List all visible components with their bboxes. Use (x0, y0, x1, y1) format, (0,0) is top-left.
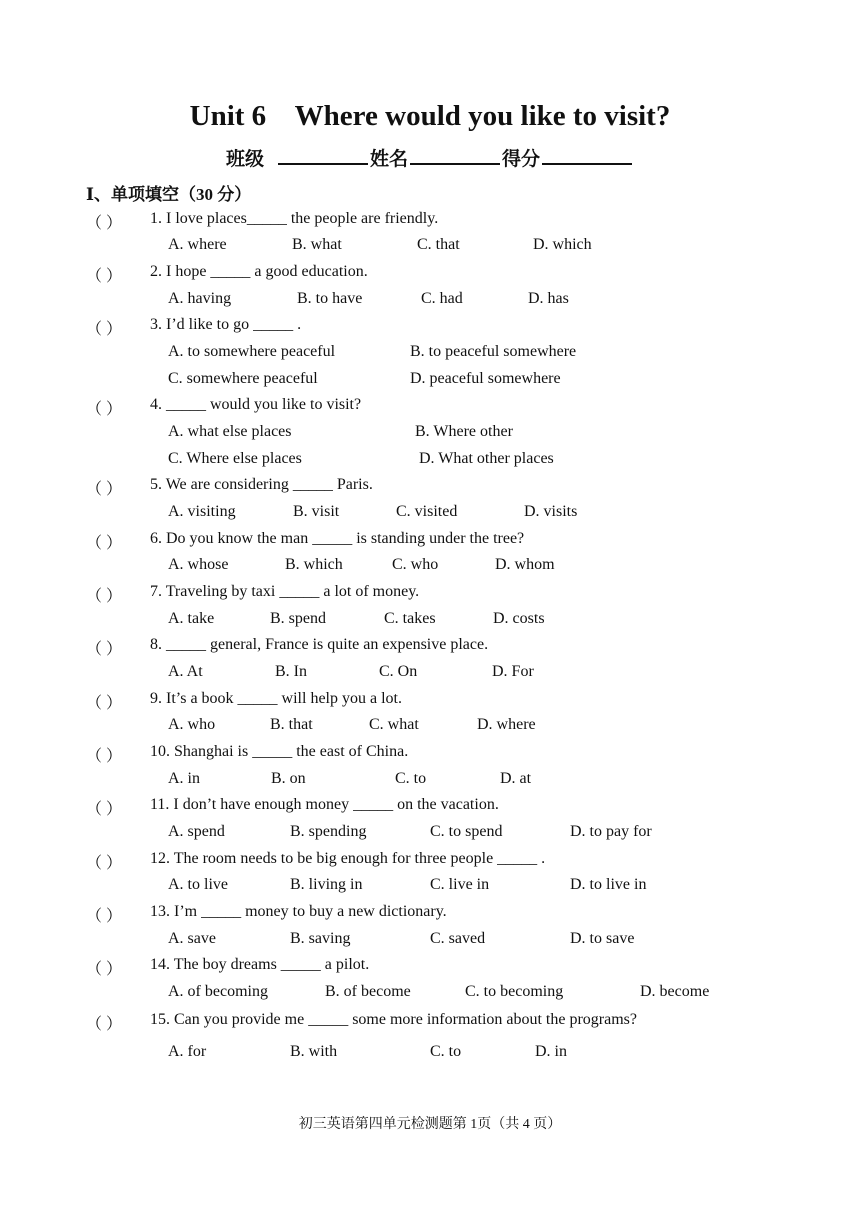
option-a: A. take (168, 610, 215, 627)
option-b: B. which (285, 556, 343, 573)
question-stem: 1. I love places_____ the people are friendly. (150, 210, 439, 227)
option-c: C. live in (430, 876, 490, 893)
question-stem: 5. We are considering _____ Paris. (150, 476, 373, 493)
option-a: A. for (168, 1043, 207, 1060)
option-a: A. who (168, 716, 216, 733)
page-footer: 初三英语第四单元检测题第 1页（共 4 页） (298, 1117, 562, 1132)
question-stem: 11. I don’t have enough money _____ on the vacation. (150, 796, 499, 813)
answer-bracket[interactable]: （ ） (86, 481, 123, 498)
option-c: C. to spend (430, 823, 503, 840)
page-title: Unit 6 Where would you like to visit? (189, 100, 671, 132)
option-d: D. visits (524, 503, 578, 520)
question-stem: 7. Traveling by taxi _____ a lot of money. (150, 583, 420, 600)
option-d: D. to live in (570, 876, 647, 893)
option-b: B. of become (325, 983, 411, 1000)
option-c: C. had (421, 290, 463, 307)
option-d: D. peaceful somewhere (410, 370, 561, 387)
option-c: C. saved (430, 930, 486, 947)
answer-bracket[interactable]: （ ） (86, 401, 123, 418)
option-c: C. somewhere peaceful (168, 370, 318, 387)
option-d: D. For (492, 663, 534, 680)
option-b: B. what (292, 236, 342, 253)
answer-bracket[interactable]: （ ） (86, 961, 123, 978)
answer-bracket[interactable]: （ ） (86, 801, 123, 818)
option-a: A. what else places (168, 423, 292, 440)
answer-bracket[interactable]: （ ） (86, 855, 123, 872)
option-d: D. has (528, 290, 569, 307)
option-c: C. Where else places (168, 450, 302, 467)
question-stem: 4. _____ would you like to visit? (150, 396, 362, 413)
option-d: D. which (533, 236, 592, 253)
option-b: B. In (275, 663, 307, 680)
score-label: 得分 (502, 149, 541, 170)
option-c: C. takes (384, 610, 436, 627)
answer-bracket[interactable]: （ ） (86, 215, 123, 232)
option-d: D. to pay for (570, 823, 652, 840)
option-b: B. on (271, 770, 306, 787)
option-d: D. to save (570, 930, 635, 947)
question-stem: 14. The boy dreams _____ a pilot. (150, 956, 370, 973)
option-d: D. in (535, 1043, 567, 1060)
question-stem: 2. I hope _____ a good education. (150, 263, 368, 280)
option-c: C. On (379, 663, 418, 680)
option-c: C. to becoming (465, 983, 564, 1000)
answer-bracket[interactable]: （ ） (86, 321, 123, 338)
option-b: B. visit (293, 503, 340, 520)
answer-bracket[interactable]: （ ） (86, 695, 123, 712)
question-stem: 13. I’m _____ money to buy a new dictionary. (150, 903, 447, 920)
answer-bracket[interactable]: （ ） (86, 535, 123, 552)
option-b: B. spending (290, 823, 367, 840)
option-b: B. that (270, 716, 313, 733)
option-d: D. where (477, 716, 536, 733)
option-c: C. to (395, 770, 427, 787)
section-heading: Ⅰ、单项填空（30 分） (86, 185, 252, 204)
option-d: D. at (500, 770, 532, 787)
name-label: 姓名 (369, 149, 408, 170)
option-a: A. to live (168, 876, 228, 893)
option-a: A. At (168, 663, 203, 680)
answer-bracket[interactable]: （ ） (86, 1016, 123, 1033)
option-d: D. whom (495, 556, 555, 573)
option-b: B. Where other (415, 423, 513, 440)
option-b: B. with (290, 1043, 338, 1060)
option-b: B. saving (290, 930, 351, 947)
option-a: A. where (168, 236, 227, 253)
option-a: A. of becoming (168, 983, 268, 1000)
question-stem: 6. Do you know the man _____ is standing under the tree? (150, 530, 525, 547)
option-b: B. living in (290, 876, 363, 893)
option-c: C. to (430, 1043, 462, 1060)
answer-bracket[interactable]: （ ） (86, 748, 123, 765)
option-a: A. having (168, 290, 232, 307)
answer-bracket[interactable]: （ ） (86, 588, 123, 605)
option-b: B. spend (270, 610, 326, 627)
question-stem: 15. Can you provide me _____ some more information about the programs? (150, 1011, 638, 1028)
option-a: A. in (168, 770, 200, 787)
option-a: A. spend (168, 823, 225, 840)
question-stem: 10. Shanghai is _____ the east of China. (150, 743, 409, 760)
answer-bracket[interactable]: （ ） (86, 641, 123, 658)
option-c: C. who (392, 556, 439, 573)
question-stem: 12. The room needs to be big enough for three people _____ . (150, 850, 546, 867)
option-c: C. what (369, 716, 419, 733)
option-d: D. become (640, 983, 710, 1000)
option-c: C. that (417, 236, 460, 253)
option-b: B. to have (297, 290, 363, 307)
option-d: D. What other places (419, 450, 554, 467)
answer-bracket[interactable]: （ ） (86, 268, 123, 285)
answer-bracket[interactable]: （ ） (86, 908, 123, 925)
question-stem: 8. _____ general, France is quite an expensive place. (150, 636, 489, 653)
option-a: A. visiting (168, 503, 236, 520)
option-c: C. visited (396, 503, 458, 520)
question-stem: 3. I’d like to go _____ . (150, 316, 302, 333)
class-label: 班级 (225, 149, 264, 170)
option-a: A. to somewhere peaceful (168, 343, 336, 360)
question-stem: 9. It’s a book _____ will help you a lot. (150, 690, 402, 707)
option-b: B. to peaceful somewhere (410, 343, 577, 360)
option-d: D. costs (493, 610, 545, 627)
option-a: A. whose (168, 556, 229, 573)
option-a: A. save (168, 930, 216, 947)
